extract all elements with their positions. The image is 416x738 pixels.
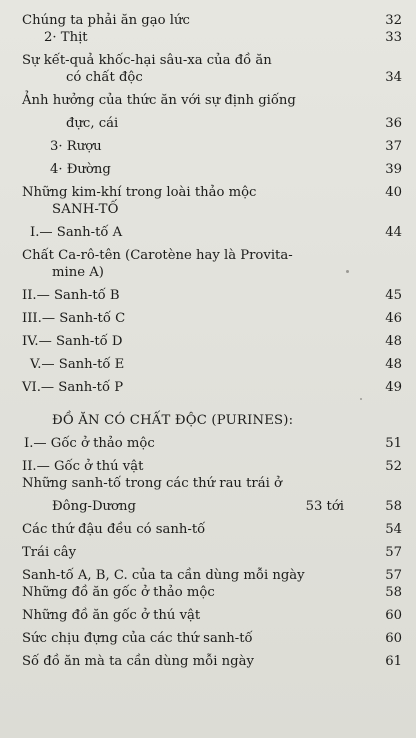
toc-entry-title: 4· Đường — [50, 162, 111, 177]
section-heading — [22, 201, 408, 218]
toc-entry-page: 44 — [385, 225, 402, 240]
toc-entry — [22, 12, 408, 29]
toc-entry — [22, 287, 408, 304]
toc-entry-title: VI.— Sanh-tố P — [22, 380, 124, 395]
toc-entry-title: III.— Sanh-tố C — [22, 311, 126, 326]
toc-entry-title: Các thứ đậu đều có sanh-tố — [22, 522, 206, 537]
toc-entry-page: 52 — [385, 459, 402, 474]
toc-entry-page-range: 53 tới — [305, 499, 344, 514]
section-heading-text: SANH-TỐ — [52, 202, 119, 217]
toc-entry-title: Đông-Dương — [52, 499, 136, 514]
toc-entry-title: II.— Sanh-tố B — [22, 288, 120, 303]
toc-entry — [22, 458, 408, 475]
toc-entry-title: I.— Sanh-tố A — [30, 225, 123, 240]
toc-entry — [22, 333, 408, 350]
toc-entry-title: Ảnh hưởng của thức ăn với sự định giống — [22, 93, 296, 108]
toc-entry — [22, 544, 408, 561]
toc-entry — [22, 521, 408, 538]
toc-entry-page: 37 — [385, 139, 402, 154]
toc-entry-page: 32 — [385, 13, 402, 28]
toc-entry — [22, 29, 408, 46]
toc-entry-title: mine A) — [52, 265, 104, 280]
toc-entry-page: 51 — [385, 436, 402, 451]
toc-entry-page: 39 — [385, 162, 402, 177]
toc-entry-title: 3· Rượu — [50, 139, 102, 154]
toc-entry — [22, 115, 408, 132]
toc-entry-title: 2· Thịt — [44, 30, 88, 45]
toc-entry-page: 60 — [385, 608, 402, 623]
toc-entry-page: 34 — [385, 70, 402, 85]
toc-entry-title: đực, cái — [66, 116, 119, 131]
toc-entry-page: 33 — [385, 30, 402, 45]
toc-entry — [22, 475, 408, 492]
toc-entry — [22, 435, 408, 452]
section-heading — [22, 412, 408, 429]
toc-entry — [22, 607, 408, 624]
toc-entry-title: V.— Sanh-tố E — [30, 357, 125, 372]
toc-entry-page: 58 — [385, 585, 402, 600]
toc-entry-page: 61 — [385, 654, 402, 669]
toc-entry — [22, 247, 408, 264]
toc-entry-title: có chất độc — [66, 70, 143, 85]
toc-entry-page: 36 — [385, 116, 402, 131]
toc-entry-title: Những đồ ăn gốc ở thảo mộc — [22, 585, 215, 600]
toc-entry-page: 58 — [385, 499, 402, 514]
toc-entry — [22, 92, 408, 109]
toc-entry-title: Những kim-khí trong loài thảo mộc — [22, 185, 257, 200]
toc-entry — [22, 184, 408, 201]
toc-entry — [22, 379, 408, 396]
toc-entry-title: Sanh-tố A, B, C. của ta cần dùng mỗi ngày — [22, 568, 305, 583]
toc-entry — [22, 630, 408, 647]
toc-entry — [22, 584, 408, 601]
toc-entry-title: Những sanh-tố trong các thứ rau trái ở — [22, 476, 282, 491]
toc-entry-page: 48 — [385, 334, 402, 349]
toc-entry-page: 57 — [385, 545, 402, 560]
toc-entry-page: 40 — [385, 185, 402, 200]
toc-entry — [22, 138, 408, 155]
toc-entry — [22, 161, 408, 178]
toc-entry-title: Trái cây — [22, 545, 77, 560]
toc-entry — [22, 69, 408, 86]
toc-entry-title: I.— Gốc ở thảo mộc — [24, 436, 155, 451]
toc-entry — [22, 567, 408, 584]
toc-entry-page: 57 — [385, 568, 402, 583]
toc-entry-title: II.— Gốc ở thú vật — [22, 459, 144, 474]
toc-entry-title: IV.— Sanh-tố D — [22, 334, 123, 349]
toc-entry-title: Chất Ca-rô-tên (Carotène hay là Provita- — [22, 248, 293, 263]
toc-entry-page: 45 — [385, 288, 402, 303]
toc-entry — [22, 498, 408, 515]
toc-entry — [22, 653, 408, 670]
toc-entry — [22, 264, 408, 281]
toc-entry-page: 49 — [385, 380, 402, 395]
toc-entry-title: Sự kết-quả khốc-hại sâu-xa của đồ ăn — [22, 53, 272, 68]
toc-entry-page: 54 — [385, 522, 402, 537]
toc-entry — [22, 52, 408, 69]
toc-entry-title: Số đồ ăn mà ta cần dùng mỗi ngày — [22, 654, 254, 669]
toc-entry-title: Những đồ ăn gốc ở thú vật — [22, 608, 201, 623]
toc-entry-page: 46 — [385, 311, 402, 326]
toc-entry — [22, 224, 408, 241]
toc-entry-page: 48 — [385, 357, 402, 372]
section-heading-text: ĐỒ ĂN CÓ CHẤT ĐỘC (PURINES): — [52, 413, 294, 428]
toc-entry-page: 60 — [385, 631, 402, 646]
table-of-contents — [22, 12, 408, 670]
toc-entry — [22, 356, 408, 373]
toc-entry-title: Chúng ta phải ăn gạo lức — [22, 13, 190, 28]
toc-entry-title: Sức chịu đựng của các thứ sanh-tố — [22, 631, 253, 646]
toc-entry — [22, 310, 408, 327]
